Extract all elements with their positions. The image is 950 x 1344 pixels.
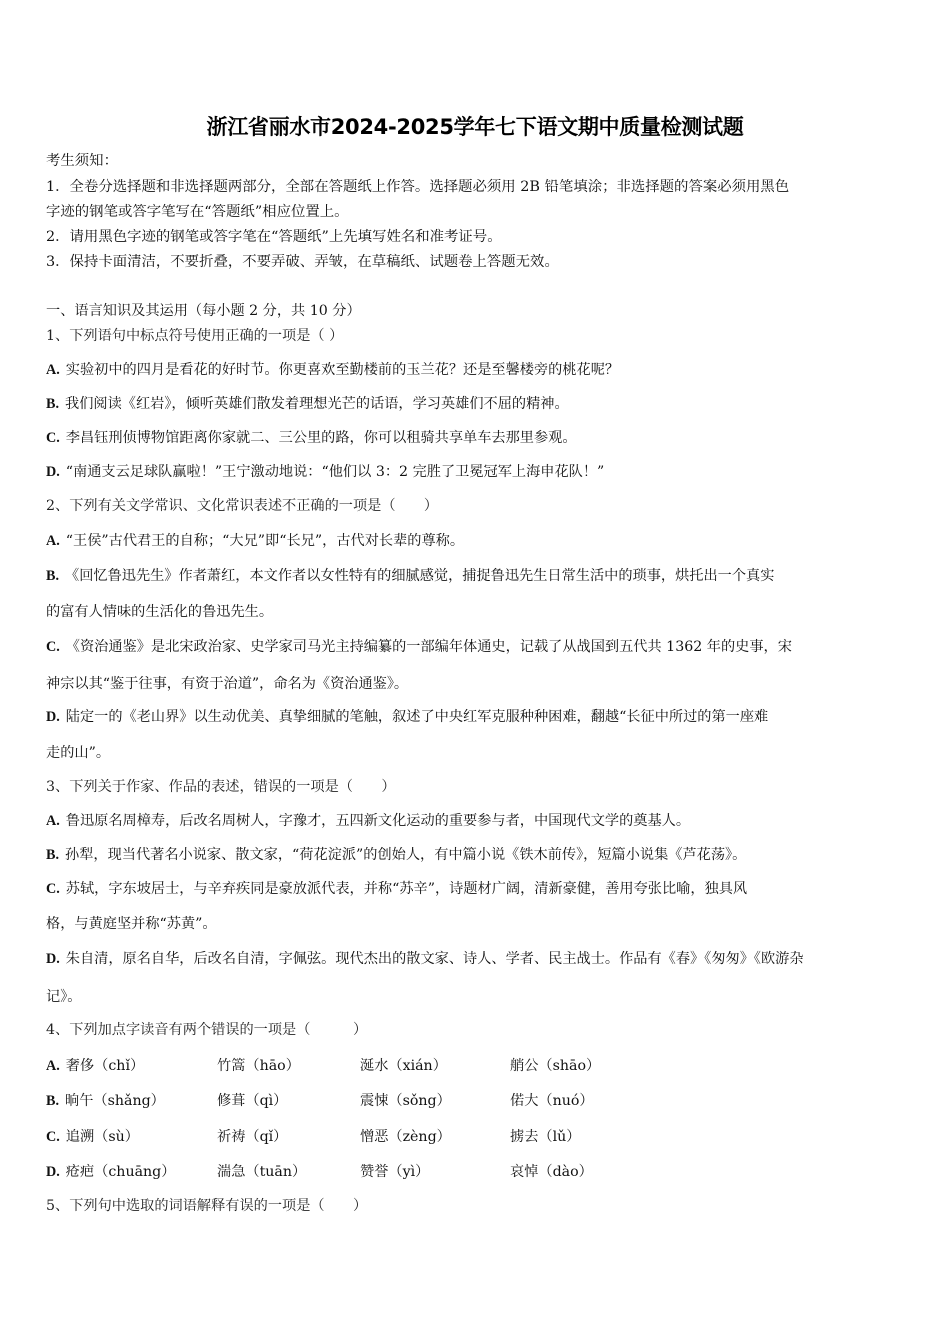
pinyin-item: 憎恶（zèng）	[360, 1129, 451, 1145]
pinyin-item	[46, 1090, 165, 1110]
question-1-stem: 1、下列语句中标点符号使用正确的一项是（ ）	[46, 328, 344, 344]
q2-option-c-cont: 神宗以其“鉴于往事，有资于治道”，命名为《资治通鉴》。	[46, 676, 409, 692]
document-title: 浙江省丽水市2024-2025学年七下语文期中质量检测试题	[206, 115, 744, 139]
pinyin-item	[46, 1126, 139, 1146]
section-heading: 一、语言知识及其运用（每小题 2 分，共 10 分）	[46, 303, 361, 319]
q2-option-b	[46, 567, 774, 585]
pinyin-item: 偌大（nuó）	[510, 1093, 594, 1109]
option-label: C.	[46, 639, 60, 655]
question-4-stem: 4、下列加点字读音有两个错误的一项是（ ）	[46, 1022, 368, 1038]
notice-line-3: 3．保持卡面清洁，不要折叠，不要弄破、弄皱，在草稿纸、试题卷上答题无效。	[46, 254, 559, 270]
q2-option-b-cont: 的富有人情味的生活化的鲁迅先生。	[46, 604, 274, 620]
option-label: D.	[46, 1164, 60, 1180]
pinyin-item: 祈祷（qǐ）	[217, 1129, 288, 1145]
option-label: C.	[46, 430, 60, 446]
option-text: 鲁迅原名周樟寿，后改名周树人，字豫才，五四新文化运动的重要参与者，中国现代文学的奠基人。	[65, 813, 691, 829]
option-text: 李昌钰刑侦博物馆距离你家就二、三公里的路，你可以租骑共享单车去那里参观。	[65, 430, 577, 446]
q1-option-b	[46, 395, 569, 413]
pinyin-text: 疮疤（chuāng）	[65, 1164, 176, 1180]
pinyin-item: 哀悼（dào）	[510, 1164, 593, 1180]
pinyin-item: 艄公（shāo）	[510, 1058, 601, 1074]
q2-option-d-cont: 走的山”。	[46, 745, 111, 761]
pinyin-text: 晌午（shǎng）	[65, 1093, 165, 1109]
pinyin-item: 修葺（qì）	[217, 1093, 288, 1109]
option-label: D.	[46, 464, 60, 480]
q2-option-d	[46, 708, 768, 726]
option-label: B.	[46, 396, 60, 412]
q2-option-c	[46, 638, 792, 656]
q3-option-c-cont: 格，与黄庭坚并称“苏黄”。	[46, 916, 217, 932]
option-label: B.	[46, 1093, 60, 1109]
option-label: A.	[46, 533, 60, 549]
pinyin-item: 震悚（sǒng）	[360, 1093, 451, 1109]
option-label: B.	[46, 568, 60, 584]
q3-option-b	[46, 846, 746, 864]
pinyin-item: 湍急（tuān）	[217, 1164, 307, 1180]
option-text: 《回忆鲁迅先生》作者萧红，本文作者以女性特有的细腻感觉，捕捉鲁迅先生日常生活中的琐事，烘托出一个真实	[65, 568, 775, 584]
option-text: 我们阅读《红岩》，倾听英雄们散发着理想光芒的话语，学习英雄们不屈的精神。	[65, 396, 569, 412]
option-label: A.	[46, 813, 60, 829]
q1-option-c	[46, 429, 577, 447]
notice-heading: 考生须知：	[46, 153, 118, 169]
q3-option-a	[46, 812, 690, 830]
pinyin-item: 赞誉（yì）	[360, 1164, 430, 1180]
option-text: 陆定一的《老山界》以生动优美、真挚细腻的笔触，叙述了中央红军克服种种困难，翻越“长征中所过的第一座难	[65, 709, 769, 725]
q1-option-d	[46, 463, 604, 481]
q3-option-d-cont: 记》。	[46, 989, 82, 1005]
option-label: D.	[46, 951, 60, 967]
option-text: 苏轼，字东坡居士，与辛弃疾同是豪放派代表，并称“苏辛”，诗题材广阔，清新豪健，善用夸张比喻，独具风	[65, 881, 748, 897]
question-2-stem: 2、下列有关文学常识、文化常识表述不正确的一项是（ ）	[46, 498, 439, 514]
pinyin-item: 竹篙（hāo）	[217, 1058, 300, 1074]
option-text: “南通支云足球队赢啦！”王宁激动地说：“他们以 3：2 完胜了卫冕冠军上海申花队！”	[65, 464, 605, 480]
option-text: 孙犁，现当代著名小说家、散文家，“荷花淀派”的创始人，有中篇小说《铁木前传》，短篇小说集《芦花荡》。	[65, 847, 747, 863]
option-text: 实验初中的四月是看花的好时节。你更喜欢至勤楼前的玉兰花？还是至馨楼旁的桃花呢？	[65, 362, 620, 378]
question-5-stem: 5、下列句中选取的词语解释有误的一项是（ ）	[46, 1198, 368, 1214]
pinyin-item: 涎水（xián）	[360, 1058, 447, 1074]
q2-option-a	[46, 532, 464, 550]
option-label: A.	[46, 1058, 60, 1074]
option-label: A.	[46, 362, 60, 378]
option-text: 《资治通鉴》是北宋政治家、史学家司马光主持编纂的一部编年体通史，记载了从战国到五代共 1362 年的史事，宋	[65, 639, 792, 655]
option-label: C.	[46, 1129, 60, 1145]
question-3-stem: 3、下列关于作家、作品的表述，错误的一项是（ ）	[46, 779, 396, 795]
notice-line-2: 2．请用黑色字迹的钢笔或答字笔在“答题纸”上先填写姓名和准考证号。	[46, 229, 502, 245]
pinyin-item	[46, 1055, 144, 1075]
q3-option-d	[46, 950, 804, 968]
option-label: B.	[46, 847, 60, 863]
option-text: 朱自清，原名自华，后改名自清，字佩弦。现代杰出的散文家、诗人、学者、民主战士。作品有《春》《匆匆》《欧游杂	[65, 951, 804, 967]
pinyin-text: 追溯（sù）	[65, 1129, 139, 1145]
notice-line-1: 1．全卷分选择题和非选择题两部分，全部在答题纸上作答。选择题必须用 2B 铅笔填涂；非选择题的答案必须用黑色	[46, 179, 790, 195]
option-label: C.	[46, 881, 60, 897]
q1-option-a	[46, 361, 619, 379]
option-text: “王侯”古代君王的自称；“大兄”即“长兄”，古代对长辈的尊称。	[65, 533, 465, 549]
notice-line-1-cont: 字迹的钢笔或答字笔写在“答题纸”相应位置上。	[46, 204, 349, 220]
pinyin-text: 奢侈（chǐ）	[65, 1058, 145, 1074]
pinyin-item	[46, 1161, 175, 1181]
q3-option-c	[46, 880, 747, 898]
option-label: D.	[46, 709, 60, 725]
pinyin-item: 掳去（lǔ）	[510, 1129, 581, 1145]
